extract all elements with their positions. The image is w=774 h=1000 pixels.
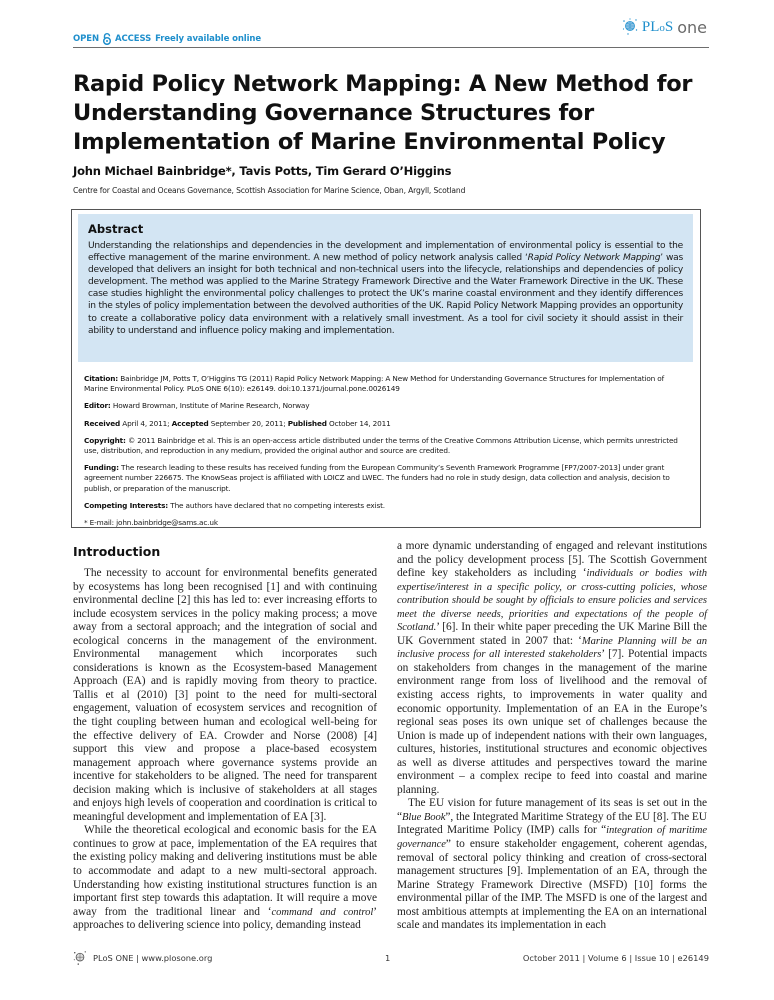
body-column-right [397,540,707,933]
open-access-lock-icon [102,33,112,45]
corresponding-email[interactable]: * E-mail: john.bainbridge@sams.ac.uk [84,518,218,528]
abstract-panel [78,214,693,362]
intro-paragraph-3: The EU vision for future management of its seas is set out in the “Blue Book”, the Integrated Maritime Strategy of the EU [8]. The EU Integrated Maritime Policy (IMP) calls for “integration of maritime governance” to ensure stakeholder engagement, coherent agendas, removal of sectoral policy thinking and creation of cross-sectoral management structures [9]. Implementation of an EA, through the Marine Strategy Framework Directive (MSFD) [10] forms the environmental pillar of the IMP. The MSFD is one of the largest and most ambitious attempts at implementing the EA on an international scale and mandates its implementation in each [397,797,707,932]
abstract-heading: Abstract [88,222,144,236]
body-column-left [73,567,377,933]
article-info-box [71,209,701,528]
citation: Citation: Bainbridge JM, Potts T, O’Higgins TG (2011) Rapid Policy Network Mapping: A New Method for Understanding Governance Structures for Implementation of Marine Environmental Policy. PLoS ONE 6(10): e26149. doi:10.1371/journal.pone.0026149 [84,374,665,394]
issue-info: October 2011 | Volume 6 | Issue 10 | e26149 [522,953,709,963]
article-title: Rapid Policy Network Mapping: A New Method for Understanding Governance Structures for Implementation of Marine Environmental Policy [73,71,693,155]
open-access-label-open: OPEN [73,34,99,44]
publication-dates: Received April 4, 2011; Accepted September 20, 2011; Published October 14, 2011 [84,418,391,428]
one-wordmark: one [677,18,707,37]
page-footer [73,948,709,968]
editor: Editor: Howard Browman, Institute of Marine Research, Norway [84,401,310,411]
funding: Funding: The research leading to these results has received funding from the European Community’s Seventh Framework Programme [FP7/2007-2013] under grant agreement number 226675. The KnowSeas project is affiliated with LOICZ and LWEC. The funders had no role in study design, data collection and analysis, decision to publish, or preparation of the manuscript. [84,463,670,493]
intro-paragraph-1: The necessity to account for environmental benefits generated by ecosystems has long been recognised [1] and with continuing environmental decline [2] this has led to: ever increasing efforts to include ecosystem services in the policy making process; a move away from a sectoral approach; and the integration of social and ecological concerns in the management of the environment. Environmental management which incorporates such considerations is known as the Ecosystem-based Management Approach (EA) and is rapidly moving from theory to practice. Tallis et al (2010) [3] point to the need for multi-sectoral engagement, valuation of ecosystem services and recognition of the tight coupling between human and ecological well-being for the effective delivery of EA. Crowder and Norse (2008) [4] support this view and propose a place-based ecosystem management approach where governance systems provide an incentive for stakeholders to be aligned. The need for transparent decision making which is inclusive of stakeholders at all stages and enjoys high levels of cooperation and coordination is critical to meaningful development and implementation of EA [3]. [73,567,377,823]
article-metadata [84,374,689,535]
author-list: John Michael Bainbridge*, Tavis Potts, Tim Gerard O’Higgins [73,164,452,178]
plos-wordmark: PLoS [641,19,674,35]
plos-one-logo[interactable] [622,18,707,36]
page-number: 1 [385,953,391,963]
plos-globe-icon [622,18,638,36]
freely-available-label: Freely available online [155,34,262,44]
abstract-text: Understanding the relationships and dependencies in the development and implementation of environmental policy is essential to the effective management of the marine environment. A new method of policy network analysis called ‘Rapid Policy Network Mapping’ was developed that delivers an insight for both technical and non-technical users into the lifecycle, relationships and dependencies of policy development. The method was applied to the Marine Strategy Framework Directive and the Water Framework Directive in the UK. These case studies highlight the environmental policy challenges to protect the UK’s marine coastal environment and they identify differences in the styles of policy implementation between the devolved authorities of the UK. Rapid Policy Network Mapping provides an opportunity to create a collaborative policy data environment with a relatively small investment. As a tool for civil society it should assist in their ability to understand and influence policy making and implementation. [88,241,683,336]
open-access-banner [73,33,261,45]
open-access-label-access: ACCESS [114,34,152,44]
intro-paragraph-2: While the theoretical ecological and economic basis for the EA continues to grow at pace, implementation of the EA requires that the existing policy making and delivering institutions must be able to accommodate and adapt to a new multi-sectoral approach. Understanding how existing institutional structures function is an important first step towards this adaptation. It will require a move away from the traditional linear and ‘command and control’ approaches to delivering science into policy, demanding instead [73,824,378,932]
footer-journal-site[interactable]: PLoS ONE | www.plosone.org [93,953,213,963]
competing-interests: Competing Interests: The authors have declared that no competing interests exist. [84,500,385,510]
author-affiliation: Centre for Coastal and Oceans Governance, Scottish Association for Marine Science, Oban, Argyll, Scotland [73,186,466,195]
introduction-heading: Introduction [73,544,161,559]
journal-header [73,18,709,48]
footer-journal [73,950,212,966]
plos-globe-icon [73,950,87,966]
copyright: Copyright: © 2011 Bainbridge et al. This is an open-access article distributed under the terms of the Creative Commons Attribution License, which permits unrestricted use, distribution, and reproduction in any medium, provided the original author and source are credited. [84,435,678,456]
intro-paragraph-2-continued: a more dynamic understanding of engaged and relevant institutions and the policy development process [5]. The Scottish Government define key stakeholders as including ‘individuals or bodies with expertise/interest in a specific policy, or cross-cutting policies, whose contribution should be sought by officials to ensure policies and services meet the diverse needs, priorities and expectations of the people of Scotland.’ [6]. In their white paper preceding the UK Marine Bill the UK Government stated in 2007 that: ‘Marine Planning will be an inclusive process for all interested stakeholders’ [7]. Potential impacts on stakeholders from changes in the management of the marine environment range from loss of livelihood and the removal of existing access rights, to improvements in water quality and economic opportunity. Implementation of an EA in the Europe’s regional seas poses its own unique set of challenges because the Union is made up of independent nations with their own languages, cultures, histories, institutional structures and economic objectives as well as diverse attitudes and perspectives toward the marine environment – a complex recipe to feed into coastal and marine planning. [397,540,707,796]
